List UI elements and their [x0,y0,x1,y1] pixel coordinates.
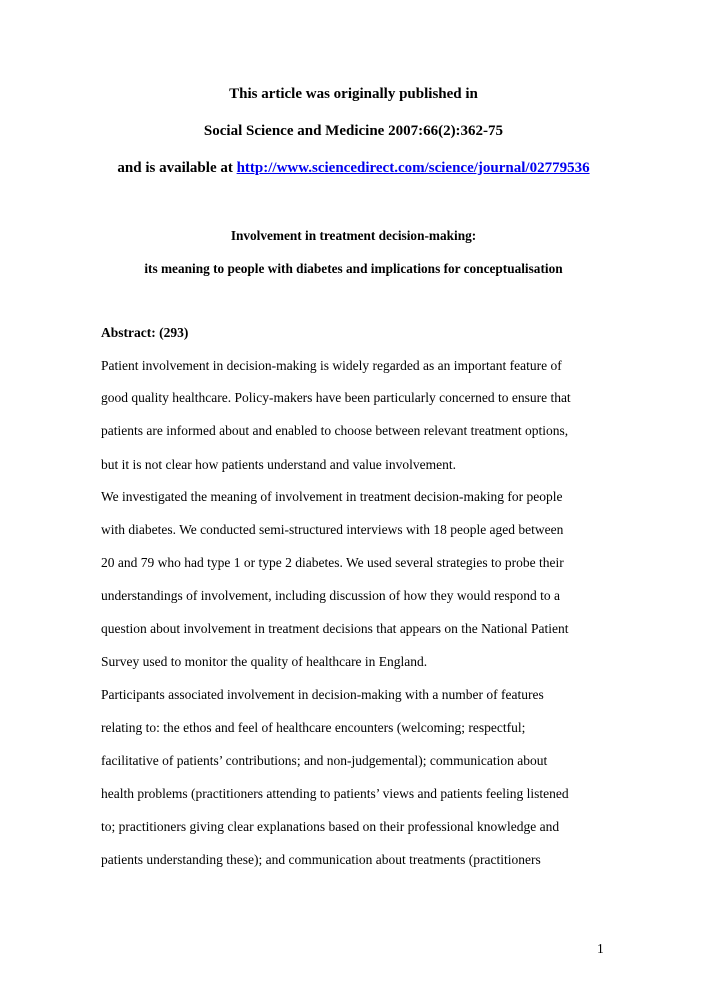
header-published-in: This article was originally published in [229,86,478,102]
abstract-line: good quality healthcare. Policy-makers have been particularly concerned to ensure that [101,390,571,405]
abstract-line: patients understanding these); and communication about treatments (practitioners [101,852,541,867]
abstract-line: Patient involvement in decision-making is widely regarded as an important feature of [101,358,562,373]
article-title-line-1: Involvement in treatment decision-making: [230,228,477,243]
journal-link[interactable]: http://www.sciencedirect.com/science/journal/02779536 [236,160,590,176]
page-number: 1 [597,941,604,956]
abstract-line: question about involvement in treatment decisions that appears on the National Patient [101,621,569,636]
abstract-line: understandings of involvement, including discussion of how they would respond to a [101,588,560,603]
abstract-line: health problems (practitioners attending to patients’ views and patients feeling listened [101,786,569,801]
abstract-line: 20 and 79 who had type 1 or type 2 diabetes. We used several strategies to probe their [101,555,564,570]
abstract-line: Survey used to monitor the quality of healthcare in England. [101,654,428,669]
abstract-line: We investigated the meaning of involvement in treatment decision-making for people [101,489,563,504]
abstract-line: with diabetes. We conducted semi-structured interviews with 18 people aged between [101,522,564,537]
article-title-line-2: its meaning to people with diabetes and implications for conceptualisation [144,261,563,276]
abstract-line: Participants associated involvement in decision-making with a number of features [101,687,544,702]
abstract-line: facilitative of patients’ contributions; and non-judgemental); communication about [101,753,548,768]
header-availability-prefix: and is available at [117,160,237,176]
abstract-line: but it is not clear how patients understand and value involvement. [101,457,457,472]
abstract-line: patients are informed about and enabled to choose between relevant treatment options, [101,423,569,438]
abstract-line: to; practitioners giving clear explanations based on their professional knowledge and [101,819,560,834]
header-availability [0,160,707,177]
abstract-line: relating to: the ethos and feel of healthcare encounters (welcoming; respectful; [101,720,526,735]
abstract-heading: Abstract: (293) [101,325,189,340]
header-journal-citation: Social Science and Medicine 2007:66(2):362-75 [203,123,504,139]
